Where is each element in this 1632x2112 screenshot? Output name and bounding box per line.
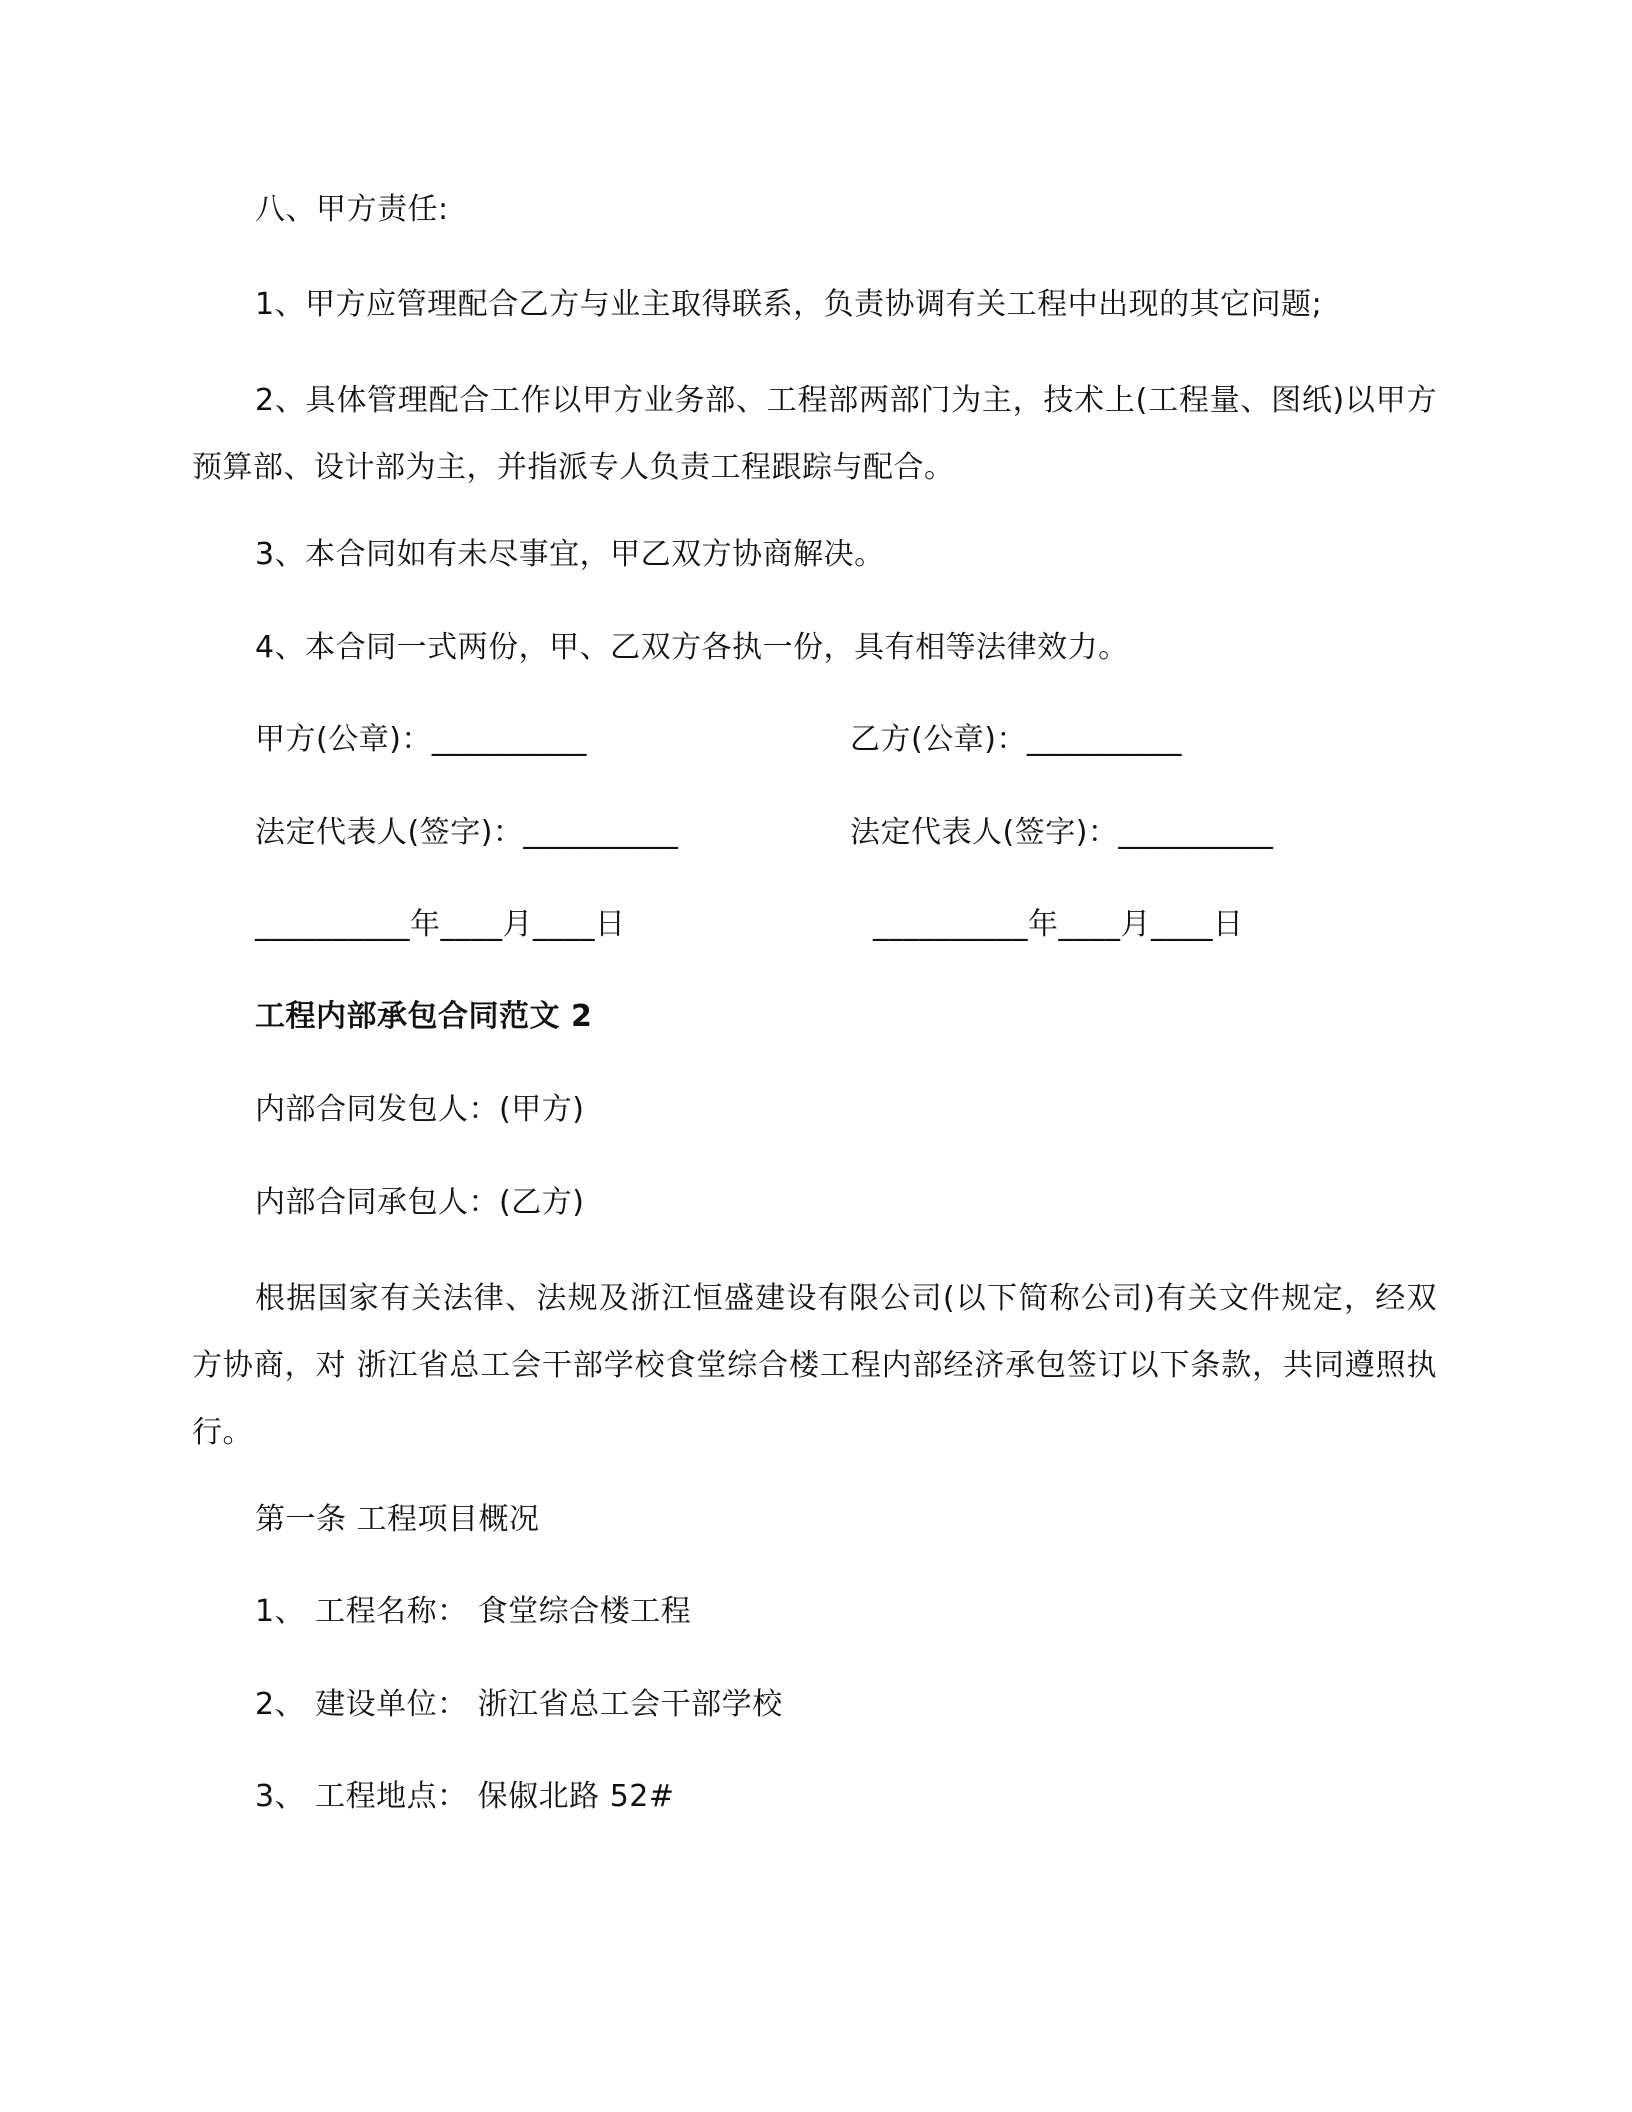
section-8-item-1: 1、甲方应管理配合乙方与业主取得联系，负责协调有关工程中出现的其它问题;: [255, 287, 1323, 322]
party-a-date-field: __________年____月____日: [255, 907, 626, 942]
intro-paragraph: 根据国家有关法律、法规及浙江恒盛建设有限公司(以下简称公司)有关文件规定，经双方协商，对 浙江省总工会干部学校食堂综合楼工程内部经济承包签订以下条款，共同遵照执行。: [192, 1281, 1437, 1450]
section-8-item-4: 4、本合同一式两份，甲、乙双方各执一份，具有相等法律效力。: [255, 630, 1129, 665]
party-a-representative-field: 法定代表人(签字)：__________: [255, 815, 679, 850]
section-8-item-3: 3、本合同如有未尽事宜，甲乙双方协商解决。: [255, 537, 885, 572]
article-1-item-1: 1、 工程名称： 食堂综合楼工程: [255, 1594, 692, 1629]
article-1-item-3: 3、 工程地点： 保俶北路 52#: [255, 1779, 675, 1814]
party-b-seal-field: 乙方(公章)：__________: [850, 722, 1182, 757]
section-8-heading: 八、甲方责任:: [255, 192, 449, 227]
article-1-heading: 第一条 工程项目概况: [255, 1502, 540, 1537]
issuer-line: 内部合同发包人：(甲方): [255, 1092, 585, 1127]
article-1-item-2: 2、 建设单位： 浙江省总工会干部学校: [255, 1687, 783, 1722]
contractor-line: 内部合同承包人：(乙方): [255, 1185, 585, 1220]
section-8-item-2: 2、具体管理配合工作以甲方业务部、工程部两部门为主，技术上(工程量、图纸)以甲方预算部、设计部为主，并指派专人负责工程跟踪与配合。: [192, 383, 1437, 485]
sample-2-title: 工程内部承包合同范文 2: [255, 999, 593, 1034]
party-b-date-field: __________年____月____日: [873, 907, 1244, 942]
party-a-seal-field: 甲方(公章)：__________: [255, 722, 587, 757]
party-b-representative-field: 法定代表人(签字)：__________: [850, 815, 1274, 850]
